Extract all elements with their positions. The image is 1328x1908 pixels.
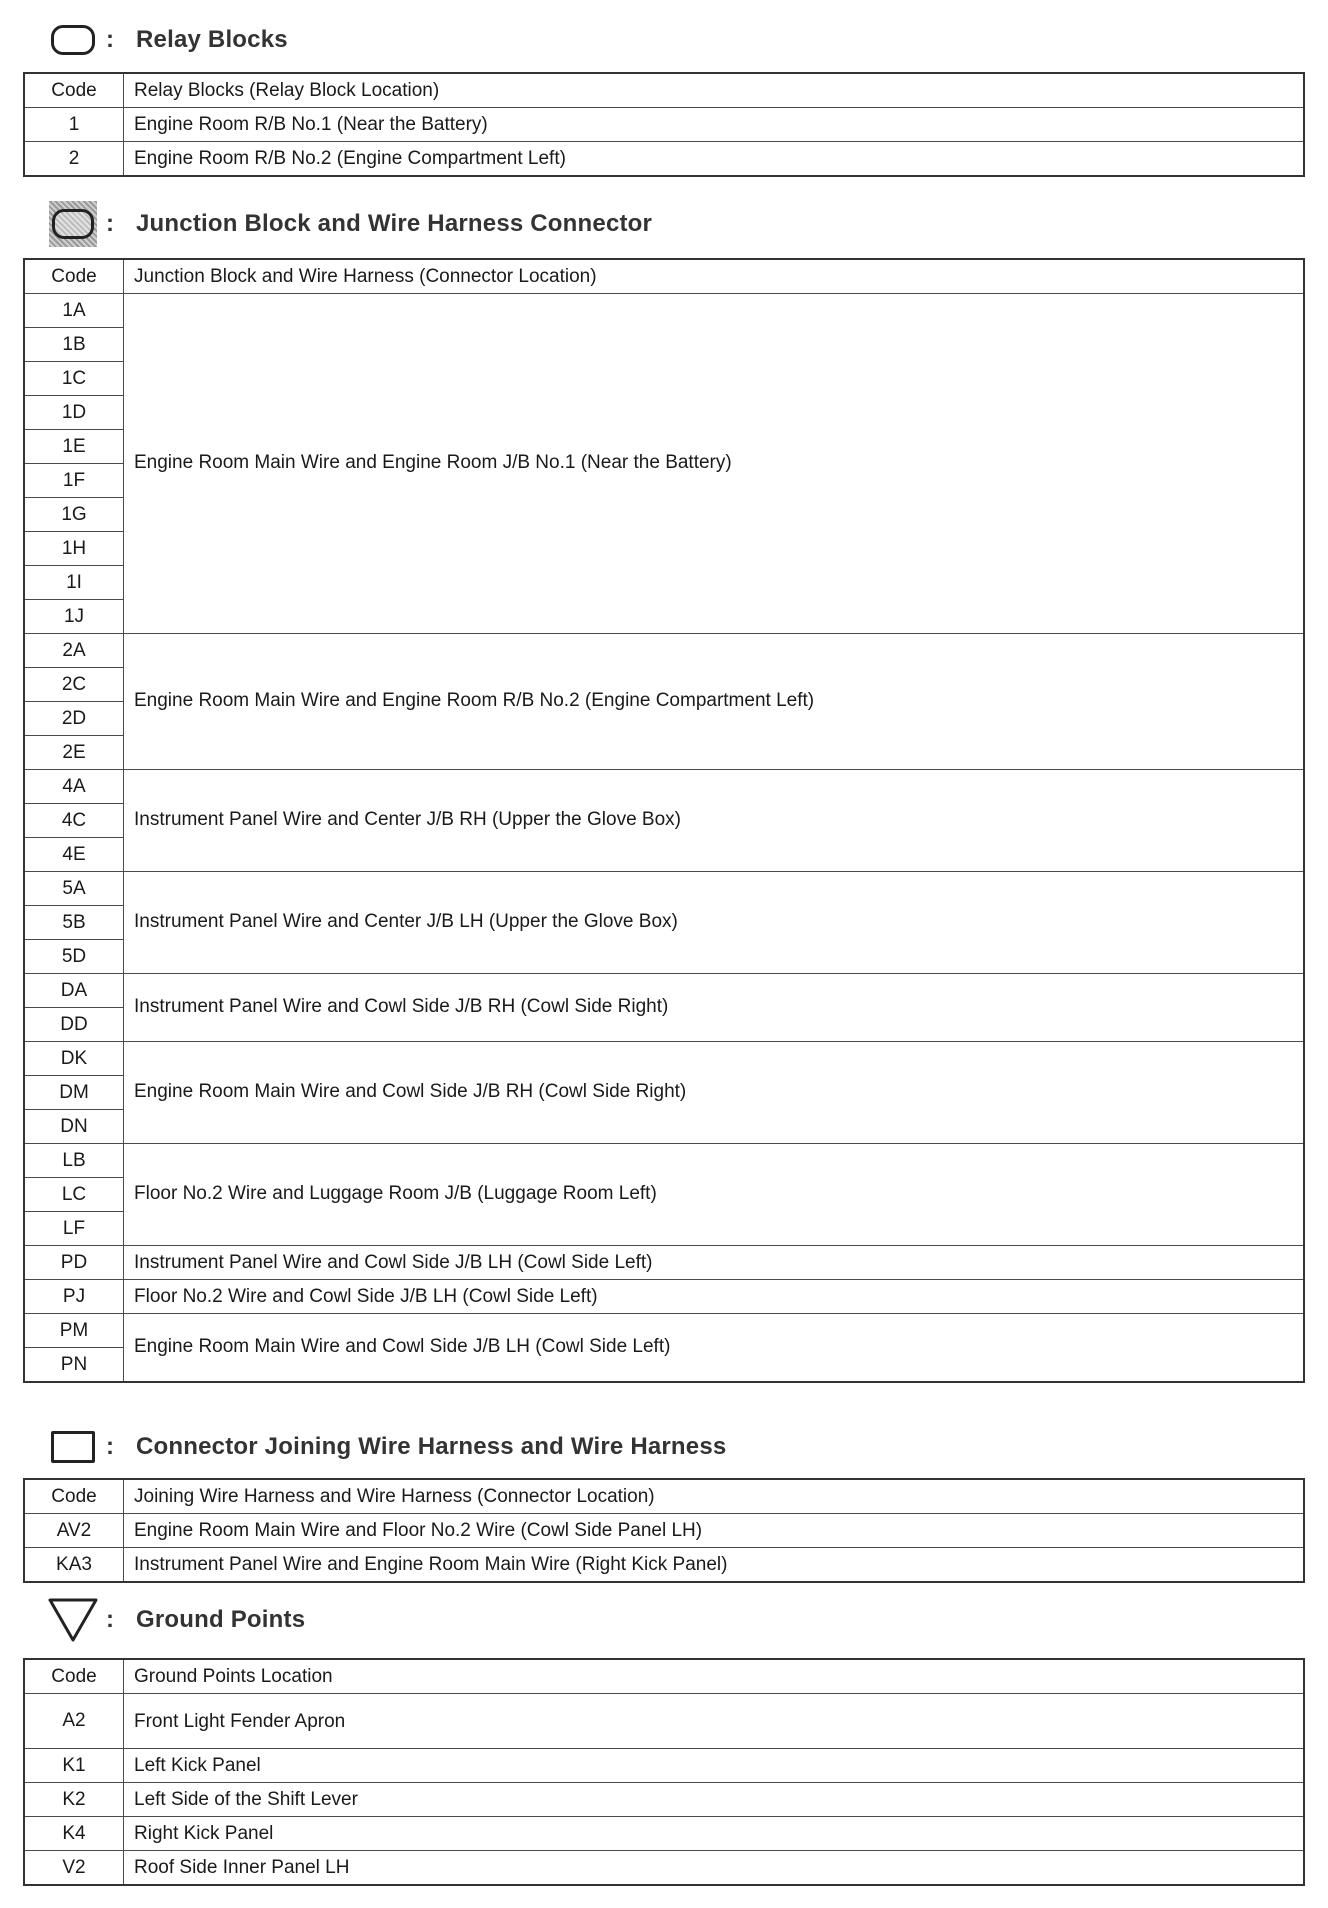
code-cell: 1G (24, 498, 124, 532)
colon: : (106, 1606, 114, 1633)
code-cell: 1A (24, 294, 124, 328)
table-header-row (24, 1479, 1304, 1514)
location-cell: Engine Room R/B No.1 (Near the Battery) (124, 108, 1305, 142)
section-title: Ground Points (136, 1606, 306, 1633)
location-cell: Instrument Panel Wire and Center J/B RH (Upper the Glove Box) (124, 770, 1305, 872)
table-row (24, 1280, 1304, 1314)
code-cell: 2D (24, 702, 124, 736)
code-cell: DK (24, 1042, 124, 1076)
code-cell: 1B (24, 328, 124, 362)
location-cell: Engine Room Main Wire and Cowl Side J/B RH (Cowl Side Right) (124, 1042, 1305, 1144)
code-header: Code (24, 259, 124, 294)
code-cell: K4 (24, 1817, 124, 1851)
code-cell: K2 (24, 1783, 124, 1817)
location-cell: Instrument Panel Wire and Cowl Side J/B RH (Cowl Side Right) (124, 974, 1305, 1042)
ground-points-table (23, 1658, 1305, 1886)
code-cell: LC (24, 1178, 124, 1212)
location-cell: Engine Room Main Wire and Engine Room J/B No.1 (Near the Battery) (124, 294, 1305, 634)
location-cell: Front Light Fender Apron (124, 1694, 1305, 1749)
ground-points-header (40, 1598, 305, 1642)
table-row (24, 1817, 1304, 1851)
code-cell: LB (24, 1144, 124, 1178)
location-cell: Left Side of the Shift Lever (124, 1783, 1305, 1817)
code-header: Code (24, 1479, 124, 1514)
code-cell: 1J (24, 600, 124, 634)
section-title: Connector Joining Wire Harness and Wire Harness (136, 1433, 727, 1460)
code-cell: AV2 (24, 1514, 124, 1548)
table-header-row (24, 73, 1304, 108)
code-cell: 5A (24, 872, 124, 906)
table-row (24, 974, 1304, 1008)
location-cell: Roof Side Inner Panel LH (124, 1851, 1305, 1886)
table-row (24, 770, 1304, 804)
relay-blocks-header (40, 18, 288, 62)
relay-blocks-table (23, 72, 1305, 177)
location-cell: Engine Room Main Wire and Engine Room R/B No.2 (Engine Compartment Left) (124, 634, 1305, 770)
table-row (24, 1514, 1304, 1548)
code-cell: LF (24, 1212, 124, 1246)
table-row (24, 1246, 1304, 1280)
code-header: Code (24, 73, 124, 108)
location-cell: Instrument Panel Wire and Center J/B LH (Upper the Glove Box) (124, 872, 1305, 974)
code-cell: 4C (24, 804, 124, 838)
table-row (24, 142, 1304, 177)
table-header-row (24, 1659, 1304, 1694)
code-cell: 1C (24, 362, 124, 396)
connector-joining-table (23, 1478, 1305, 1583)
rectangle-icon (40, 1425, 106, 1469)
junction-block-table (23, 258, 1305, 1383)
colon: : (106, 1433, 114, 1460)
location-cell: Left Kick Panel (124, 1749, 1305, 1783)
code-cell: K1 (24, 1749, 124, 1783)
location-cell: Engine Room Main Wire and Floor No.2 Wire (Cowl Side Panel LH) (124, 1514, 1305, 1548)
junction-block-header (40, 202, 652, 246)
code-cell: DN (24, 1110, 124, 1144)
code-cell: 4E (24, 838, 124, 872)
table-row (24, 1548, 1304, 1583)
code-header: Code (24, 1659, 124, 1694)
code-cell: DD (24, 1008, 124, 1042)
code-cell: 2E (24, 736, 124, 770)
colon: : (106, 26, 114, 53)
table-row (24, 1783, 1304, 1817)
table-row (24, 1851, 1304, 1886)
table-row (24, 108, 1304, 142)
code-cell: 1F (24, 464, 124, 498)
table-row (24, 1144, 1304, 1178)
location-cell: Engine Room Main Wire and Cowl Side J/B LH (Cowl Side Left) (124, 1314, 1305, 1383)
code-cell: 1D (24, 396, 124, 430)
location-header: Joining Wire Harness and Wire Harness (Connector Location) (124, 1479, 1305, 1514)
location-cell: Instrument Panel Wire and Engine Room Main Wire (Right Kick Panel) (124, 1548, 1305, 1583)
code-cell: DA (24, 974, 124, 1008)
table-row (24, 1749, 1304, 1783)
code-cell: 1E (24, 430, 124, 464)
code-cell: 2 (24, 142, 124, 177)
table-row (24, 634, 1304, 668)
location-cell: Right Kick Panel (124, 1817, 1305, 1851)
table-row (24, 1314, 1304, 1348)
location-cell: Instrument Panel Wire and Cowl Side J/B LH (Cowl Side Left) (124, 1246, 1305, 1280)
location-cell: Engine Room R/B No.2 (Engine Compartment Left) (124, 142, 1305, 177)
rounded-rectangle-icon (40, 18, 106, 62)
table-row (24, 294, 1304, 328)
triangle-down-icon (40, 1598, 106, 1642)
code-cell: 2C (24, 668, 124, 702)
location-cell: Floor No.2 Wire and Cowl Side J/B LH (Cowl Side Left) (124, 1280, 1305, 1314)
table-header-row (24, 259, 1304, 294)
code-cell: 5D (24, 940, 124, 974)
code-cell: 2A (24, 634, 124, 668)
code-cell: DM (24, 1076, 124, 1110)
table-row (24, 872, 1304, 906)
code-cell: 5B (24, 906, 124, 940)
code-cell: PN (24, 1348, 124, 1383)
code-cell: 1H (24, 532, 124, 566)
code-cell: PM (24, 1314, 124, 1348)
code-cell: 1I (24, 566, 124, 600)
table-row (24, 1694, 1304, 1749)
code-cell: PJ (24, 1280, 124, 1314)
code-cell: KA3 (24, 1548, 124, 1583)
code-cell: A2 (24, 1694, 124, 1749)
location-header: Relay Blocks (Relay Block Location) (124, 73, 1305, 108)
colon: : (106, 210, 114, 237)
location-cell: Floor No.2 Wire and Luggage Room J/B (Luggage Room Left) (124, 1144, 1305, 1246)
location-header: Ground Points Location (124, 1659, 1305, 1694)
shaded-rounded-rectangle-icon (40, 202, 106, 246)
table-row (24, 1042, 1304, 1076)
code-cell: PD (24, 1246, 124, 1280)
section-title: Relay Blocks (136, 26, 288, 53)
section-title: Junction Block and Wire Harness Connector (136, 210, 653, 237)
code-cell: 1 (24, 108, 124, 142)
code-cell: V2 (24, 1851, 124, 1886)
connector-joining-header (40, 1425, 726, 1469)
location-header: Junction Block and Wire Harness (Connector Location) (124, 259, 1305, 294)
code-cell: 4A (24, 770, 124, 804)
